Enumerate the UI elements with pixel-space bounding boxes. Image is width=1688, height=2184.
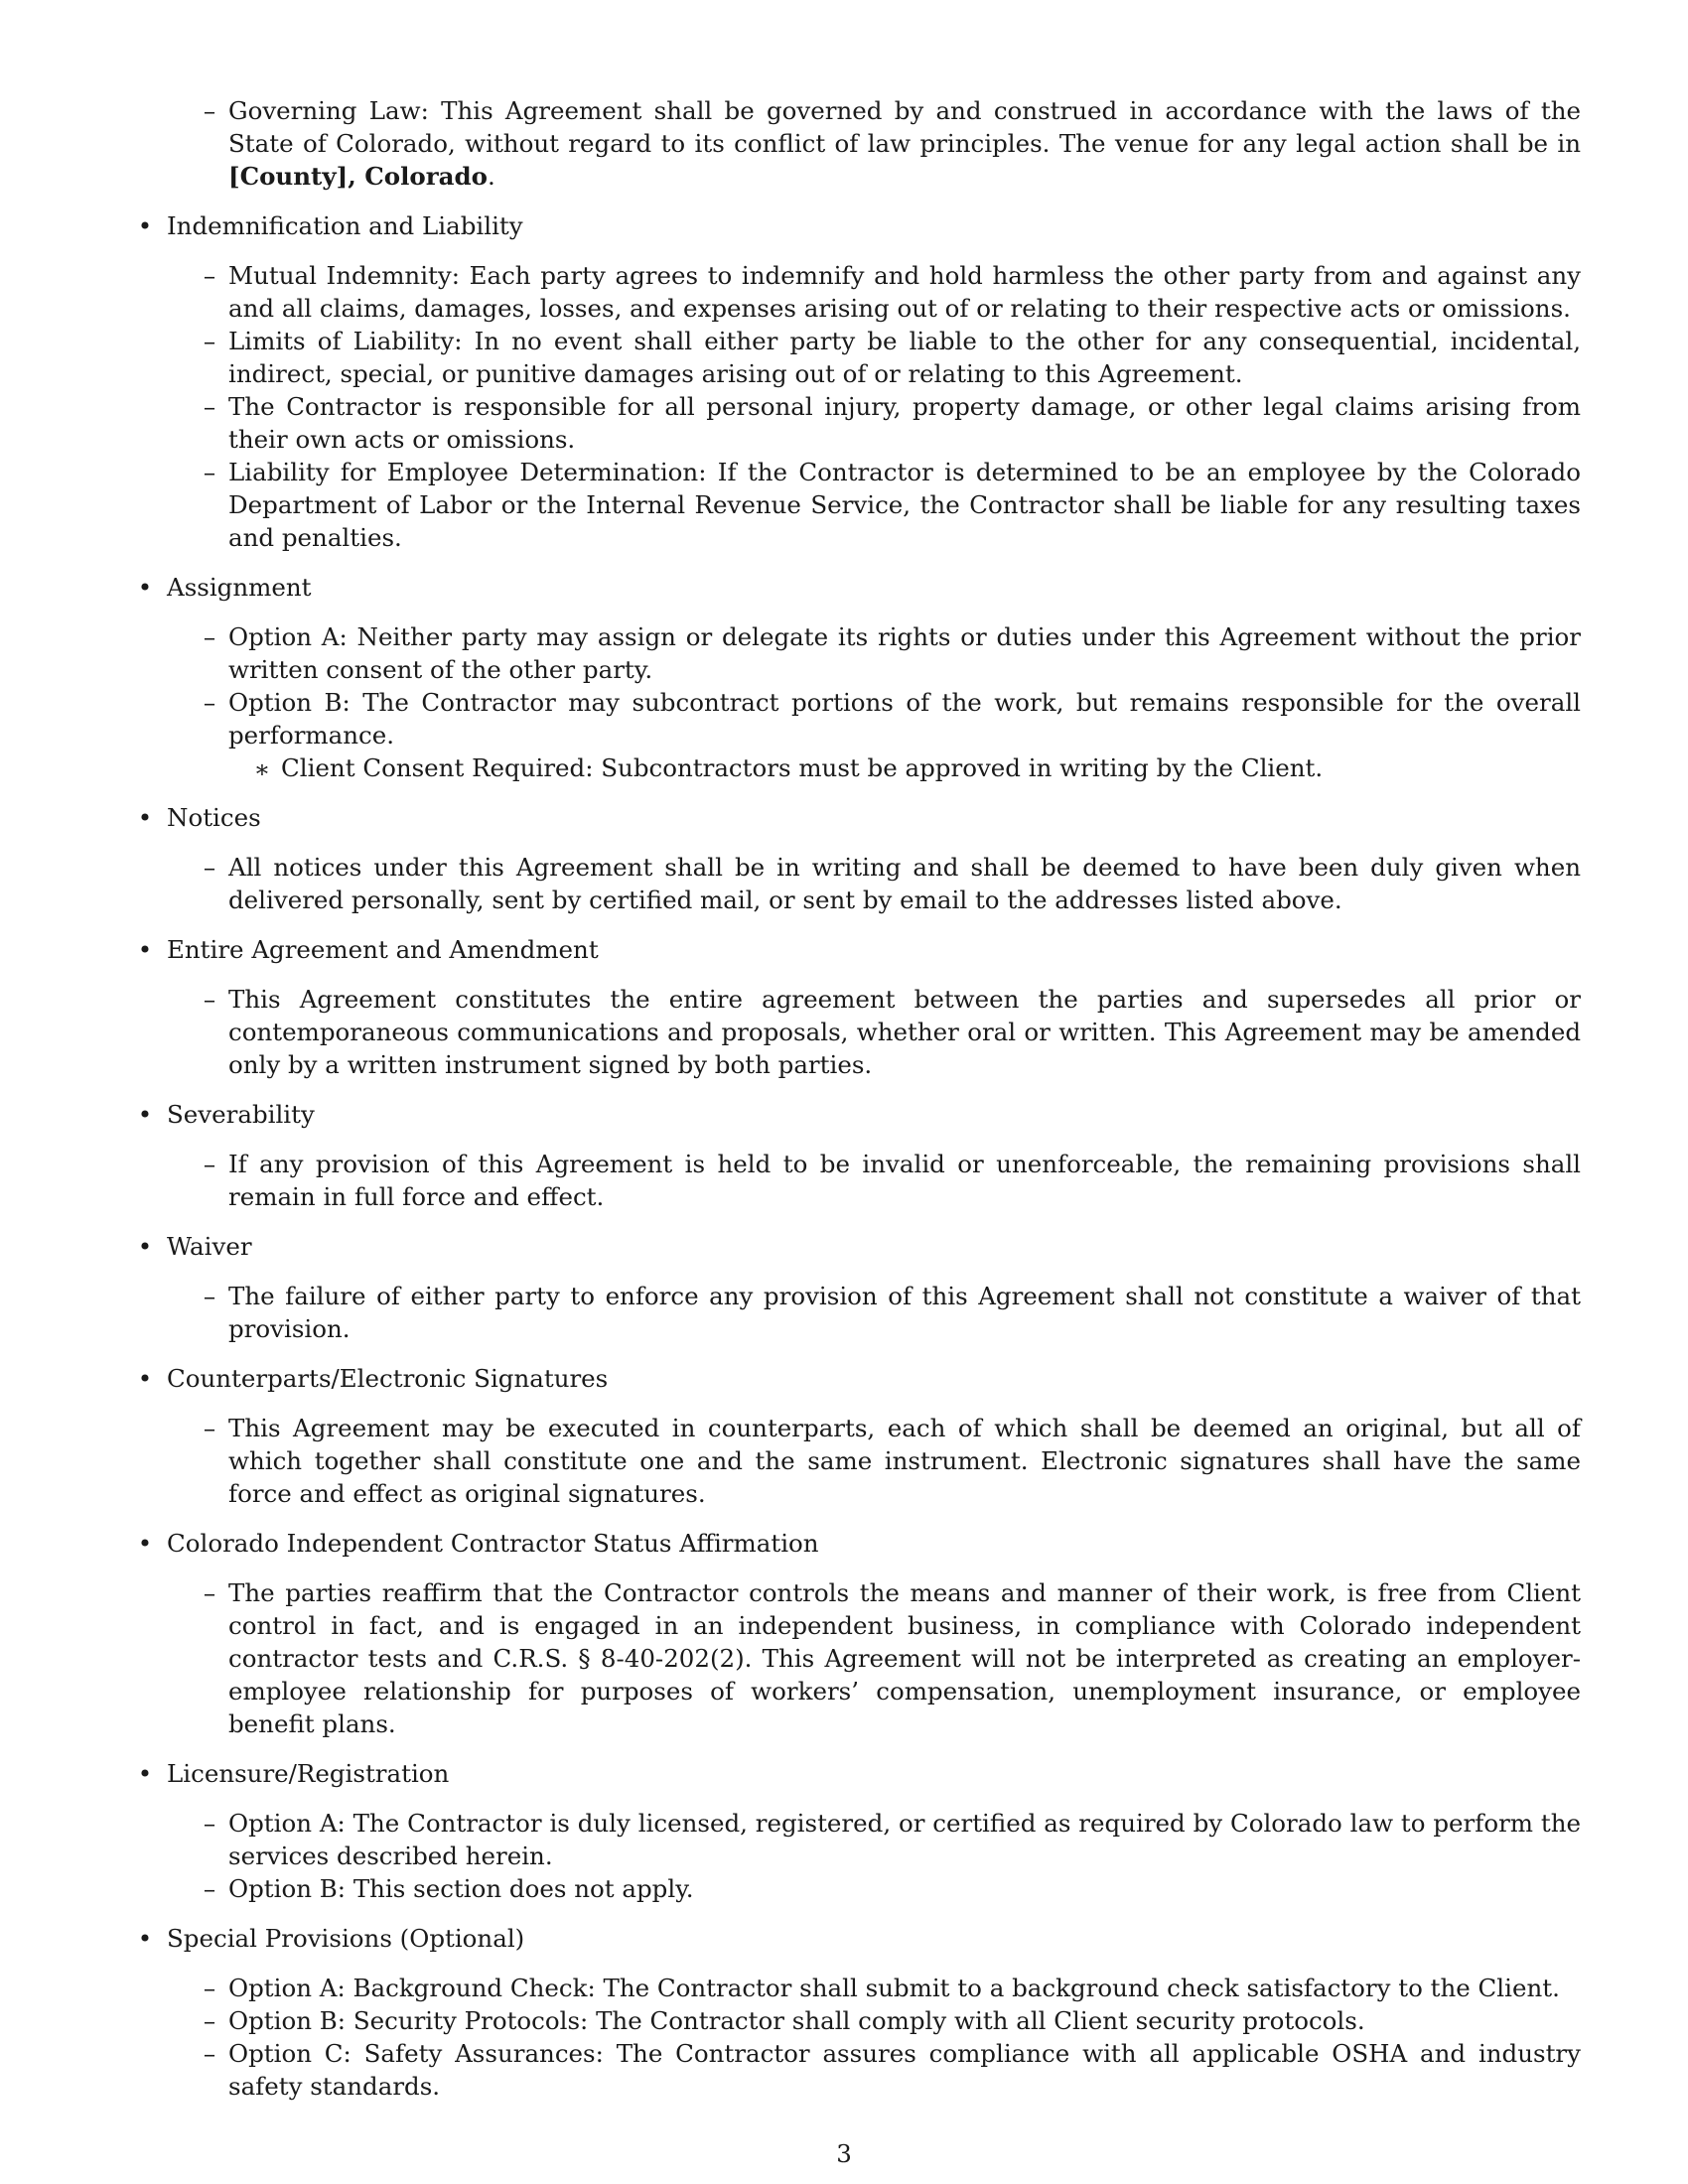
dash-marker: – bbox=[203, 985, 216, 1014]
dash-marker: – bbox=[203, 1414, 216, 1442]
dash-marker: – bbox=[203, 853, 216, 882]
section-waiver bbox=[136, 1230, 1581, 1345]
dash-marker: – bbox=[203, 458, 216, 486]
item-text: Liability for Employee Determination: If the Contractor is determined to be an employee by the Colorado Department of Labor or the Internal Revenue Service, the Contractor shall be liable for any resulting taxes and penalties. bbox=[228, 458, 1581, 552]
section-assignment bbox=[136, 571, 1581, 784]
subsection-list bbox=[198, 1148, 1581, 1213]
governing-law-label: Governing Law: bbox=[228, 96, 442, 125]
governing-law-venue: [County], Colorado bbox=[228, 162, 489, 191]
section-notices bbox=[136, 801, 1581, 916]
dash-marker: – bbox=[203, 261, 216, 290]
nested-list bbox=[250, 751, 1581, 784]
section-title: Colorado Independent Contractor Status Affirmation bbox=[167, 1529, 819, 1558]
list-item bbox=[198, 983, 1581, 1081]
section-special-provisions bbox=[136, 1922, 1581, 2103]
dash-marker: – bbox=[203, 2039, 216, 2068]
item-text: Option A: Background Check: The Contractor shall submit to a background check satisfactory to the Client. bbox=[228, 1974, 1560, 2002]
item-text: Option B: This section does not apply. bbox=[228, 1874, 694, 1903]
bullet-marker: • bbox=[137, 1529, 153, 1558]
bullet-marker: • bbox=[137, 1364, 153, 1393]
bullet-marker: • bbox=[137, 803, 153, 832]
item-text: If any provision of this Agreement is held to be invalid or unenforceable, the remaining provisions shall remain in full force and effect. bbox=[228, 1150, 1581, 1211]
star-marker: ∗ bbox=[253, 754, 271, 783]
list-item bbox=[198, 686, 1581, 784]
section-title: Notices bbox=[167, 803, 261, 832]
section-title: Counterparts/Electronic Signatures bbox=[167, 1364, 609, 1393]
dash-marker: – bbox=[203, 622, 216, 651]
section-licensure bbox=[136, 1757, 1581, 1905]
section-title: Licensure/Registration bbox=[167, 1759, 450, 1788]
bullet-marker: • bbox=[137, 1100, 153, 1129]
subsection-list bbox=[198, 1412, 1581, 1510]
subsection-list bbox=[198, 851, 1581, 916]
dash-marker: – bbox=[203, 327, 216, 355]
list-item bbox=[250, 751, 1581, 784]
subsection-list bbox=[198, 259, 1581, 554]
section-severability bbox=[136, 1098, 1581, 1213]
dash-marker: – bbox=[203, 1974, 216, 2002]
section-indemnification bbox=[136, 209, 1581, 554]
list-item bbox=[198, 456, 1581, 554]
subsection-list bbox=[198, 983, 1581, 1081]
list-item bbox=[198, 1280, 1581, 1345]
section-title: Indemnification and Liability bbox=[167, 211, 523, 240]
item-text: Client Consent Required: Subcontractors must be approved in writing by the Client. bbox=[281, 753, 1324, 782]
section-counterparts bbox=[136, 1362, 1581, 1510]
list-item bbox=[198, 1872, 1581, 1905]
governing-law-text: This Agreement shall be governed by and construed in accordance with the laws of the State of Colorado, without regard to its conflict of law principles. The venue for any legal action shall be in bbox=[228, 96, 1581, 158]
item-text: Option C: Safety Assurances: The Contractor assures compliance with all applicable OSHA and industry safety standards. bbox=[228, 2039, 1581, 2101]
section-list bbox=[136, 209, 1581, 2103]
list-item bbox=[198, 851, 1581, 916]
item-text: This Agreement may be executed in counterparts, each of which shall be deemed an original, but all of which together shall constitute one and the same instrument. Electronic signatures shall have the same force and effect as original signatures. bbox=[228, 1414, 1581, 1508]
item-text: The Contractor is responsible for all personal injury, property damage, or other legal claims arising from their own acts or omissions. bbox=[228, 392, 1581, 454]
section-title: Entire Agreement and Amendment bbox=[167, 935, 599, 964]
list-item bbox=[198, 2037, 1581, 2103]
section-entire-agreement bbox=[136, 933, 1581, 1081]
list-item bbox=[198, 259, 1581, 325]
list-item bbox=[198, 1412, 1581, 1510]
dash-marker: – bbox=[203, 1150, 216, 1178]
item-text: Option B: Security Protocols: The Contractor shall comply with all Client security protocols. bbox=[228, 2006, 1365, 2035]
list-item bbox=[198, 1148, 1581, 1213]
section-contractor-status bbox=[136, 1527, 1581, 1740]
item-text: Option B: The Contractor may subcontract portions of the work, but remains responsible for the overall performance. bbox=[228, 688, 1581, 750]
item-text: Limits of Liability: In no event shall either party be liable to the other for any consequential, incidental, indirect, special, or punitive damages arising out of or relating to this Agreement. bbox=[228, 327, 1581, 388]
list-item bbox=[198, 2004, 1581, 2037]
list-item bbox=[198, 1807, 1581, 1872]
list-item bbox=[198, 620, 1581, 686]
dash-marker: – bbox=[203, 392, 216, 421]
dash-marker: – bbox=[203, 2006, 216, 2035]
list-item-governing-law bbox=[198, 94, 1581, 193]
bullet-marker: • bbox=[137, 211, 153, 240]
dash-marker: – bbox=[203, 1874, 216, 1903]
section-title: Assignment bbox=[167, 573, 312, 602]
list-item bbox=[198, 325, 1581, 390]
subsection-list bbox=[198, 1807, 1581, 1905]
item-text: Option A: The Contractor is duly licensed, registered, or certified as required by Colorado law to perform the services described herein. bbox=[228, 1809, 1581, 1870]
governing-law-end: . bbox=[488, 162, 495, 191]
dash-marker: – bbox=[203, 96, 216, 125]
bullet-marker: • bbox=[137, 1759, 153, 1788]
page-number: 3 bbox=[836, 2139, 852, 2168]
item-text: All notices under this Agreement shall be in writing and shall be deemed to have been duly given when delivered personally, sent by certified mail, or sent by email to the addresses listed above. bbox=[228, 853, 1581, 914]
item-text: The failure of either party to enforce any provision of this Agreement shall not constitute a waiver of that provision. bbox=[228, 1282, 1581, 1343]
bullet-marker: • bbox=[137, 1924, 153, 1953]
bullet-marker: • bbox=[137, 1232, 153, 1261]
subsection-list bbox=[198, 1280, 1581, 1345]
subsection-list bbox=[198, 1576, 1581, 1740]
section-title: Severability bbox=[167, 1100, 315, 1129]
subsection-list bbox=[198, 620, 1581, 784]
list-item bbox=[198, 390, 1581, 456]
dash-marker: – bbox=[203, 1282, 216, 1310]
dash-marker: – bbox=[203, 1578, 216, 1607]
dash-marker: – bbox=[203, 688, 216, 717]
bullet-marker: • bbox=[137, 935, 153, 964]
item-text: Mutual Indemnity: Each party agrees to indemnify and hold harmless the other party from and against any and all claims, damages, losses, and expenses arising out of or relating to their respective acts or omissions. bbox=[228, 261, 1581, 323]
list-item bbox=[198, 1972, 1581, 2004]
subsection-list bbox=[198, 1972, 1581, 2103]
dash-marker: – bbox=[203, 1809, 216, 1838]
item-text: This Agreement constitutes the entire agreement between the parties and supersedes all prior or contemporaneous communications and proposals, whether oral or written. This Agreement may be amended only by a written instrument signed by both parties. bbox=[228, 985, 1581, 1079]
continued-list bbox=[198, 94, 1581, 193]
section-title: Waiver bbox=[167, 1232, 252, 1261]
item-text: The parties reaffirm that the Contractor controls the means and manner of their work, is free from Client control in fact, and is engaged in an independent business, in compliance with Colorado independent contractor tests and C.R.S. § 8-40-202(2). This Agreement will not be interpreted as creating an employer-employee relationship for purposes of workers’ compensation, unemployment insurance, or employee benefit plans. bbox=[228, 1578, 1581, 1738]
section-title: Special Provisions (Optional) bbox=[167, 1924, 525, 1953]
list-item bbox=[198, 1576, 1581, 1740]
document-body bbox=[136, 94, 1581, 2119]
item-text: Option A: Neither party may assign or delegate its rights or duties under this Agreement without the prior written consent of the other party. bbox=[228, 622, 1581, 684]
bullet-marker: • bbox=[137, 573, 153, 602]
